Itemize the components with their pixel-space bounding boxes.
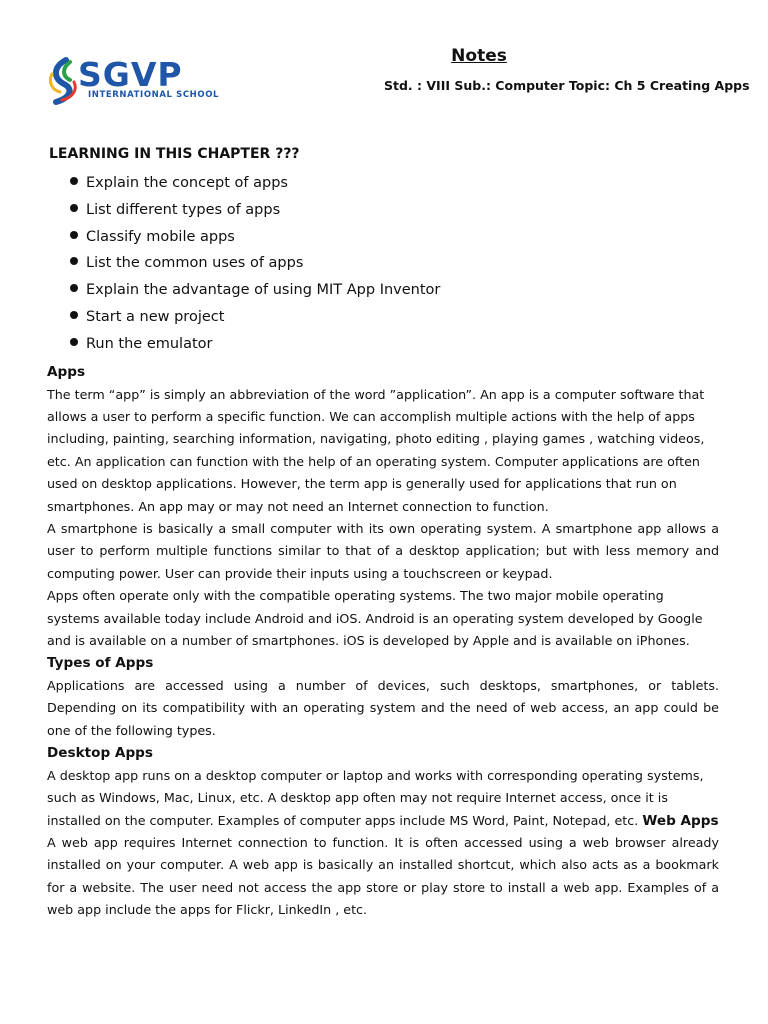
- apps-heading: Apps: [47, 364, 86, 380]
- web-apps-heading: Web Apps: [642, 812, 719, 829]
- apps-paragraph-3: Apps often operate only with the compatible operating systems. The two major mobile operating systems available today include Android and iOS. Android is an operating system developed by Google and is available on a number of smartphones. iOS is developed by Apple and is available on iPhones. Types of Apps: [47, 588, 703, 672]
- logo-wordmark: SGVP: [78, 55, 183, 94]
- types-paragraph: Applications are accessed using a number of devices, such desktops, smartphones, or tablets. Depending on its compatibility with an operating system and the need of web access, an app could be one of the following types.: [47, 677, 719, 738]
- std-subject-topic: Std. : VIII Sub.: Computer Topic: Ch 5 Creating Apps: [384, 78, 750, 93]
- list-item: List the common uses of apps: [70, 250, 440, 277]
- list-item: List different types of apps: [70, 197, 440, 224]
- list-item: Start a new project: [70, 304, 440, 331]
- apps-paragraph-1: The term “app” is simply an abbreviation of the word ”application”. An app is a computer software that allows a user to perform a specific function. We can accomplish multiple actions with the help of apps including, painting, searching information, navigating, photo editing , playing games , watching videos, etc. An application can function with the help of an operating system. Computer applications are often used on desktop applications. However, the term app is generally used for applications that run on smartphones. An app may or may not need an Internet connection to function.: [47, 386, 705, 514]
- learning-list: [70, 170, 440, 358]
- bullet-icon: [70, 284, 78, 292]
- bullet-icon: [70, 177, 78, 185]
- list-item: Explain the concept of apps: [70, 170, 440, 197]
- page-title: Notes: [451, 46, 507, 66]
- list-item: Classify mobile apps: [70, 224, 440, 251]
- logo-subtitle: INTERNATIONAL SCHOOL: [88, 90, 220, 100]
- notes-body: [47, 361, 719, 922]
- bullet-icon: [70, 257, 78, 265]
- apps-paragraph-2: A smartphone is basically a small computer with its own operating system. A smartphone app allows a user to perform multiple functions similar to that of a desktop application; but with less memory and computing power. User can provide their inputs using a touchscreen or keypad.: [47, 521, 719, 581]
- learning-heading: LEARNING IN THIS CHAPTER ???: [49, 146, 300, 162]
- bullet-icon: [70, 311, 78, 319]
- web-paragraph: A web app requires Internet connection to function. It is often accessed using a web browser already installed on your computer. A web app is basically an installed shortcut, which also acts as a bookmark for a website. The user need not access the app store or play store to install a web app. Examples of a web app include the apps for Flickr, LinkedIn , etc.: [47, 834, 719, 918]
- desktop-paragraph: A desktop app runs on a desktop computer or laptop and works with corresponding operating systems, such as Windows, Mac, Linux, etc. A desktop app often may not require Internet access, once it is installed on the computer. Examples of computer apps include MS Word, Paint, Notepad, etc. Web Apps: [47, 767, 719, 829]
- bullet-icon: [70, 204, 78, 212]
- bullet-icon: [70, 231, 78, 239]
- desktop-apps-heading: Desktop Apps: [47, 745, 154, 762]
- types-heading: Types of Apps: [47, 655, 154, 672]
- list-item: Explain the advantage of using MIT App Inventor: [70, 277, 440, 304]
- list-item: Run the emulator: [70, 331, 440, 358]
- bullet-icon: [70, 338, 78, 346]
